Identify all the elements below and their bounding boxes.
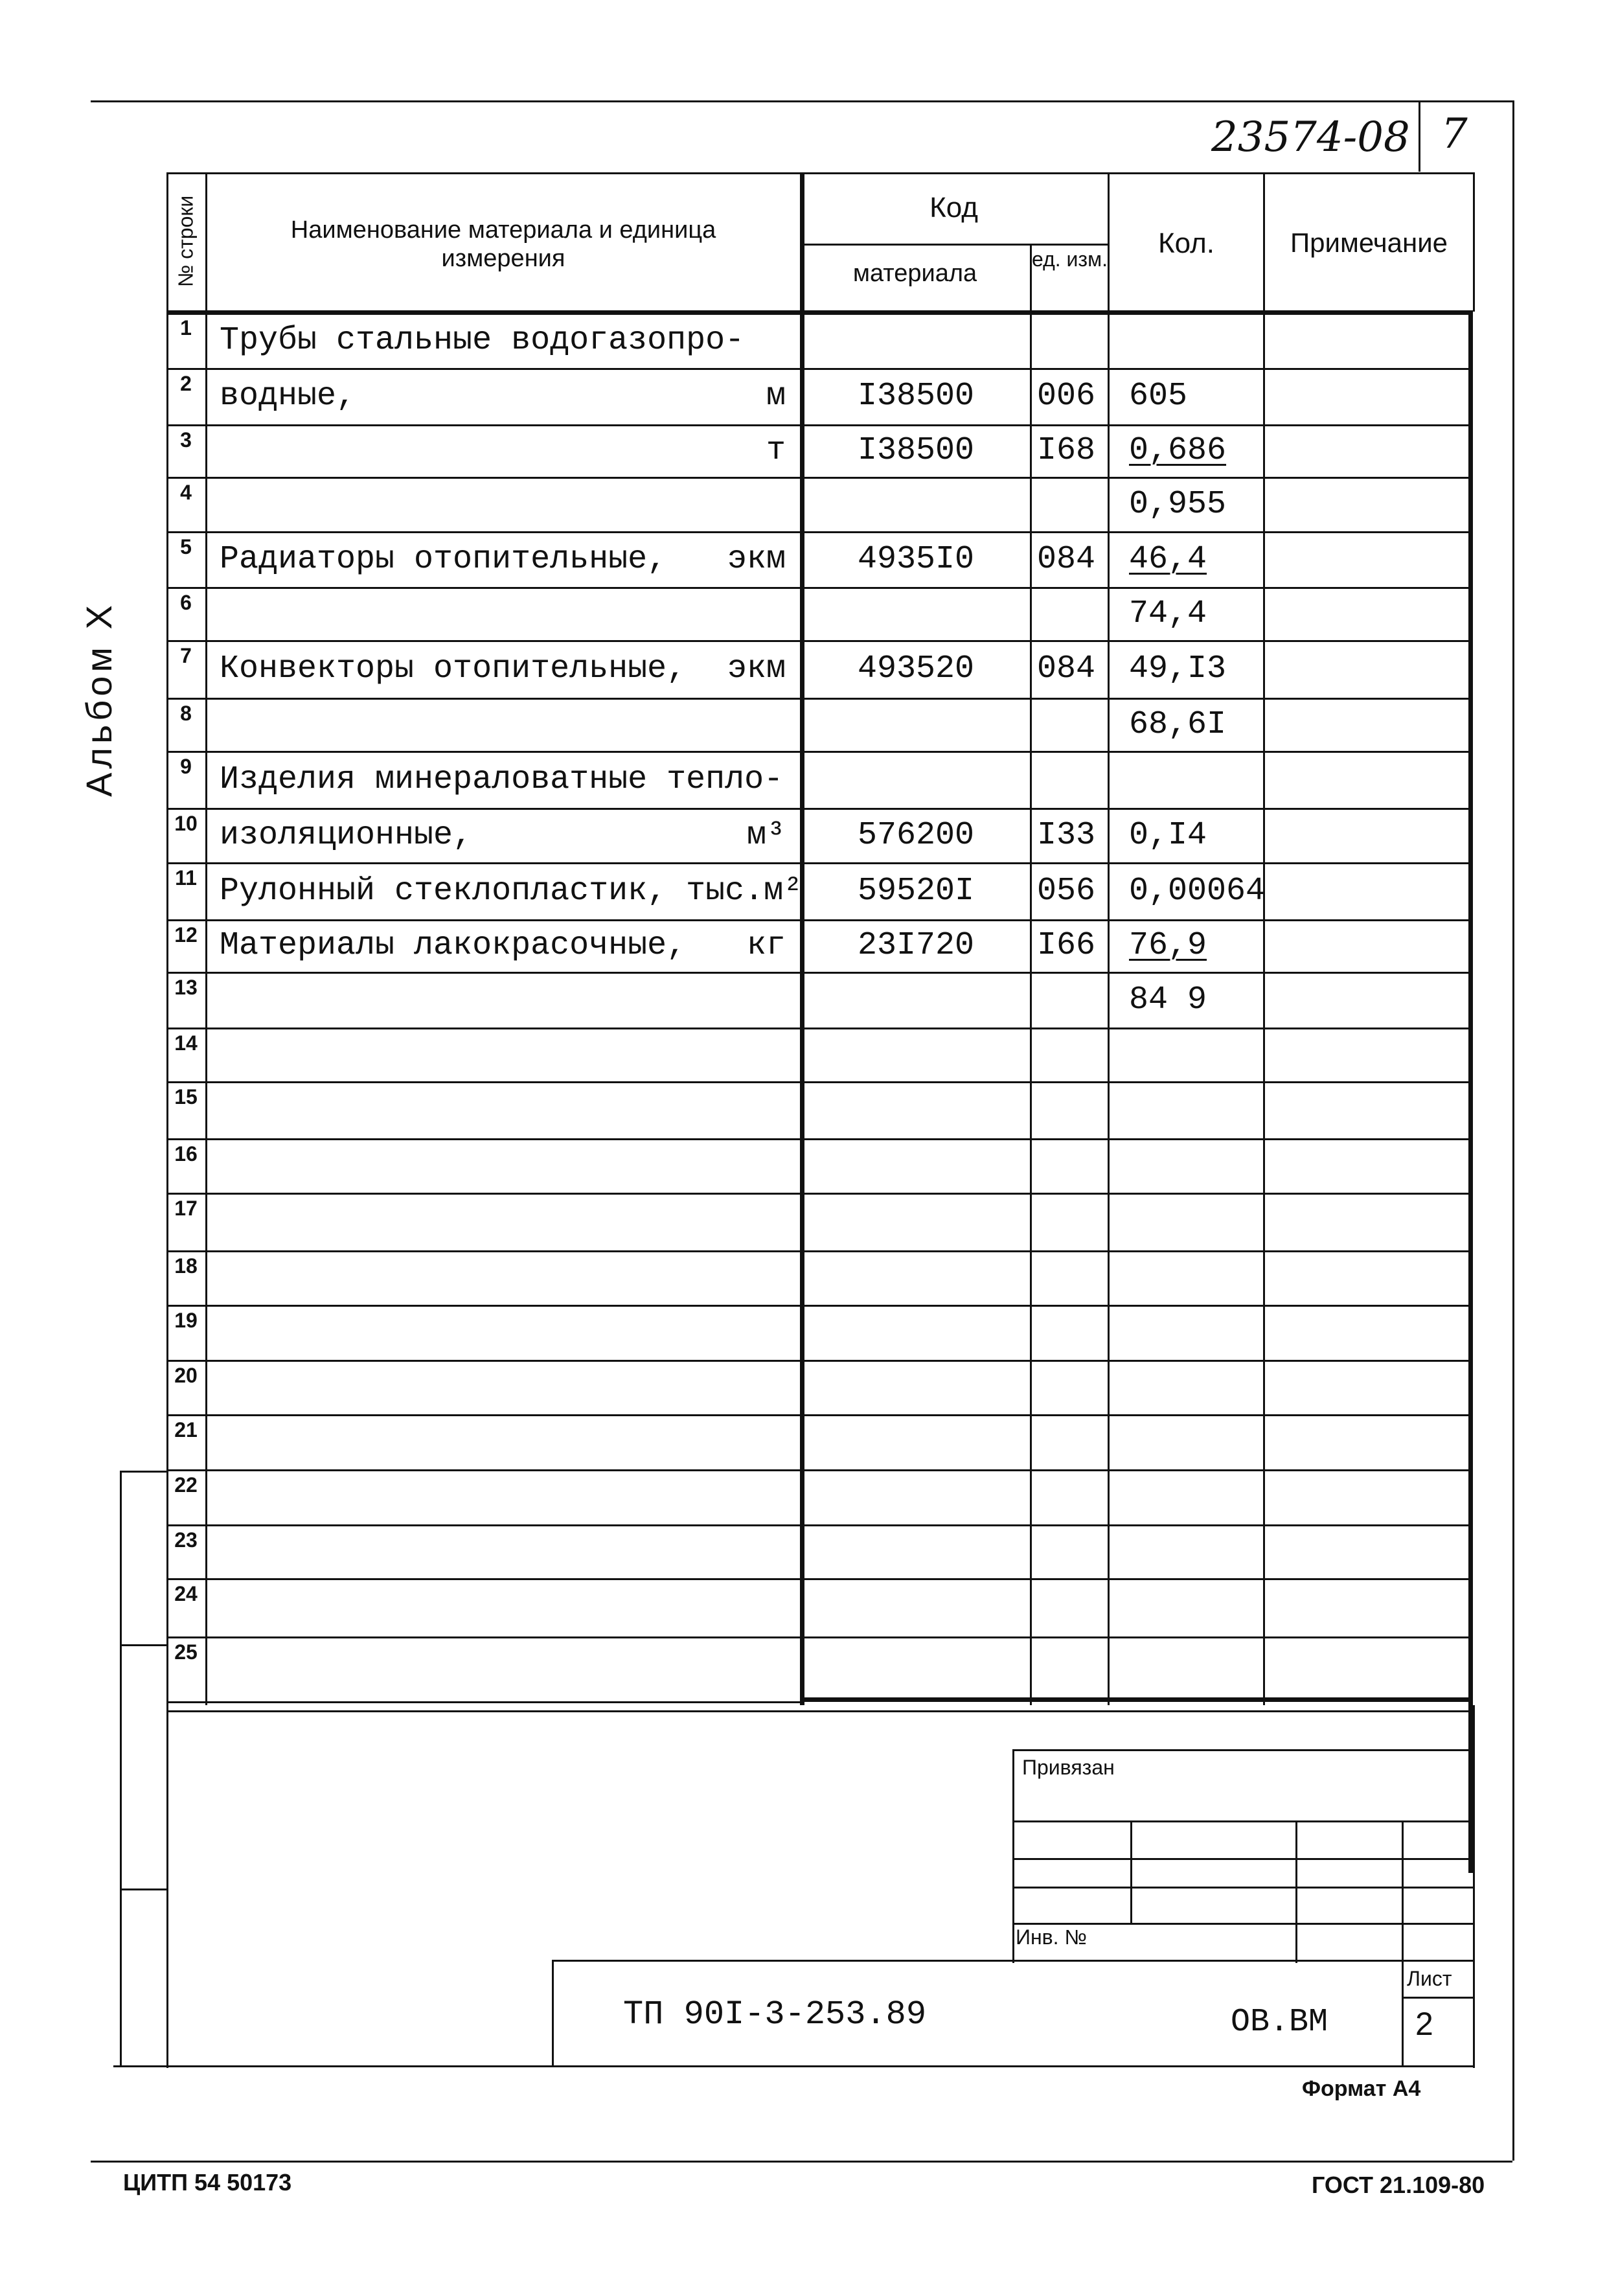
unit-code [1032, 587, 1113, 640]
row-number: 17 [174, 1197, 198, 1220]
privyazan-line4 [1012, 1923, 1473, 1925]
table-row [166, 368, 1473, 424]
footer-left: ЦИТП 54 50173 [123, 2169, 292, 2196]
table-row [166, 587, 1473, 640]
unit-code [1032, 477, 1113, 531]
material-code [802, 1138, 1030, 1193]
header-top [166, 172, 1473, 174]
unit-code [1032, 312, 1113, 368]
note [1265, 1138, 1468, 1193]
note [1265, 424, 1468, 477]
table-row [166, 1081, 1473, 1138]
quantity: 0,686 [1129, 432, 1227, 469]
privyazan-line3 [1012, 1887, 1473, 1888]
privyazan-line1 [1012, 1820, 1473, 1822]
material-code [802, 1524, 1030, 1578]
material-unit [659, 312, 800, 368]
material-unit [659, 1578, 800, 1636]
header-note: Примечание [1290, 227, 1448, 258]
quantity [1110, 1193, 1282, 1250]
note [1265, 751, 1468, 808]
material-code [802, 1469, 1030, 1524]
note [1265, 1193, 1468, 1250]
quantity: 0,00064 [1129, 872, 1266, 910]
note [1265, 1081, 1468, 1138]
privyazan-line2 [1012, 1858, 1473, 1860]
project-code: ТП 90I-3-253.89 [623, 1995, 927, 2034]
binding-strip-mid2 [120, 1888, 168, 1890]
material-code [802, 751, 1030, 808]
row-divider [166, 640, 1473, 642]
title-block-top [552, 1960, 1473, 1962]
material-code: 23I720 [857, 927, 975, 964]
table-row [166, 1027, 1473, 1081]
material-name: Конвекторы отопительные, [220, 650, 687, 687]
unit-code: I66 [1037, 927, 1096, 964]
row-number: 1 [180, 316, 192, 339]
note [1265, 808, 1468, 862]
material-code [802, 1578, 1030, 1636]
title-block-left [552, 1960, 554, 2067]
material-unit [659, 698, 800, 751]
unit-code [1032, 1193, 1113, 1250]
table-bottom-thin [166, 1701, 800, 1703]
note [1265, 1636, 1468, 1697]
row-number: 20 [174, 1364, 198, 1387]
table-row [166, 1138, 1473, 1193]
list-label-line [1402, 1997, 1473, 1999]
row-number: 24 [174, 1582, 198, 1605]
privyazan-col3 [1402, 1820, 1404, 2065]
material-name: Материалы лакокрасочные, [220, 927, 687, 964]
quantity [1110, 1414, 1282, 1469]
unit-code [1032, 1578, 1113, 1636]
material-code [802, 1193, 1030, 1250]
table-row [166, 698, 1473, 751]
row-divider [166, 587, 1473, 589]
table-row [166, 1636, 1473, 1697]
list-number: 2 [1415, 2006, 1433, 2042]
lower-frame-left [166, 1705, 168, 2068]
header-name: Наименование материала и единица измерения [290, 216, 716, 272]
table-row [166, 1524, 1473, 1578]
material-code [802, 698, 1030, 751]
quantity [1110, 751, 1282, 808]
material-code [802, 312, 1030, 368]
page-box-left [1419, 100, 1420, 172]
lower-frame-right [1473, 1705, 1475, 2068]
binding-strip-outer [120, 1471, 122, 2067]
quantity: 49,I3 [1129, 650, 1227, 687]
unit-code: 084 [1037, 650, 1096, 687]
quantity [1110, 1027, 1282, 1081]
note [1265, 1469, 1468, 1524]
material-name [205, 1578, 673, 1636]
note [1265, 312, 1468, 368]
material-unit [659, 1250, 800, 1305]
material-code [802, 477, 1030, 531]
note [1265, 1250, 1468, 1305]
material-name [205, 1524, 673, 1578]
header-code-unit: ед. изм. [1032, 247, 1108, 271]
note [1265, 1360, 1468, 1414]
material-name [205, 1081, 673, 1138]
unit-code [1032, 1636, 1113, 1697]
table-row [166, 751, 1473, 808]
quantity [1110, 1636, 1282, 1697]
header-qty: Кол. [1157, 227, 1215, 259]
row-divider [166, 1414, 1473, 1416]
quantity [1110, 1081, 1282, 1138]
row-number: 3 [180, 428, 192, 452]
material-name [205, 587, 673, 640]
row-divider [166, 1193, 1473, 1195]
material-unit [659, 1636, 800, 1697]
table-row [166, 1469, 1473, 1524]
inv-no-label: Инв. № [1016, 1925, 1087, 1949]
note [1265, 1414, 1468, 1469]
material-name: Радиаторы отопительные, [220, 540, 667, 578]
material-code [802, 1636, 1030, 1697]
row-divider [166, 1578, 1473, 1580]
unit-code [1032, 1524, 1113, 1578]
right-frame [1512, 100, 1514, 2161]
note [1265, 531, 1468, 587]
note [1265, 698, 1468, 751]
material-code [802, 1360, 1030, 1414]
quantity [1110, 1138, 1282, 1193]
material-unit [659, 1524, 800, 1578]
table-row [166, 972, 1473, 1027]
material-name [205, 1414, 673, 1469]
unit-code [1032, 1469, 1113, 1524]
row-number: 23 [174, 1528, 198, 1552]
quantity: 0,I4 [1129, 816, 1207, 854]
material-name [205, 424, 673, 477]
row-number: 8 [180, 702, 192, 725]
quantity [1110, 312, 1282, 368]
material-name [205, 1305, 673, 1360]
lower-frame-bottom [113, 2065, 1475, 2067]
material-unit [659, 477, 800, 531]
table-row [166, 919, 1473, 972]
note [1265, 1578, 1468, 1636]
note [1265, 368, 1468, 424]
note [1265, 862, 1468, 919]
row-number: 16 [174, 1142, 198, 1165]
material-unit [659, 1360, 800, 1414]
row-divider [166, 1524, 1473, 1526]
row-number: 18 [174, 1254, 198, 1278]
privyazan-label: Привязан [1022, 1756, 1115, 1779]
unit-code [1032, 1360, 1113, 1414]
quantity [1110, 1524, 1282, 1578]
row-number: 14 [174, 1031, 198, 1055]
quantity [1110, 1469, 1282, 1524]
quantity [1110, 1360, 1282, 1414]
header-num: № строки [174, 195, 198, 288]
row-divider [166, 972, 1473, 974]
material-name: водные, [220, 378, 356, 415]
note [1265, 477, 1468, 531]
table-row [166, 640, 1473, 698]
quantity: 46,4 [1129, 540, 1207, 578]
unit-code [1032, 698, 1113, 751]
material-name [205, 972, 673, 1027]
quantity: 0,955 [1129, 485, 1227, 523]
row-number: 5 [180, 535, 192, 558]
footer-right: ГОСТ 21.109-80 [1312, 2172, 1485, 2198]
material-name [205, 1027, 673, 1081]
row-divider [166, 751, 1473, 753]
table-row [166, 312, 1473, 368]
row-number: 6 [180, 591, 192, 614]
quantity: 84 9 [1129, 981, 1207, 1018]
material-unit [659, 1414, 800, 1469]
lower-frame-top [166, 1710, 1468, 1712]
table-bottom [800, 1697, 1473, 1702]
row-number: 25 [174, 1640, 198, 1664]
unit-code: I33 [1037, 816, 1096, 854]
unit-code: 056 [1037, 872, 1096, 910]
material-code [802, 1027, 1030, 1081]
frame-right-top [1473, 172, 1475, 312]
unit-code: 084 [1037, 540, 1096, 578]
material-unit: т [766, 432, 786, 469]
quantity [1110, 1578, 1282, 1636]
row-number: 9 [180, 755, 192, 778]
table-row [166, 1414, 1473, 1469]
footer-rule [91, 2161, 1512, 2163]
unit-code [1032, 972, 1113, 1027]
row-number: 21 [174, 1418, 198, 1441]
row-divider [166, 1469, 1473, 1471]
material-name [205, 1193, 673, 1250]
table-row [166, 1193, 1473, 1250]
unit-code [1032, 1414, 1113, 1469]
row-number: 4 [180, 481, 192, 504]
material-code [802, 1414, 1030, 1469]
row-number: 10 [174, 812, 198, 835]
unit-code [1032, 1027, 1113, 1081]
unit-code [1032, 1250, 1113, 1305]
note [1265, 972, 1468, 1027]
material-name: Изделия минераловатные тепло- [220, 761, 784, 798]
material-name [205, 477, 673, 531]
material-unit: м³ [746, 816, 786, 854]
note [1265, 919, 1468, 972]
row-divider [166, 808, 1473, 810]
list-label: Лист [1407, 1967, 1452, 1990]
material-unit [659, 751, 800, 808]
material-code: I38500 [857, 378, 975, 415]
top-rule [91, 100, 1512, 102]
material-code: 493520 [857, 650, 975, 687]
row-number: 11 [175, 866, 197, 890]
header-code: Код [929, 192, 978, 224]
quantity [1110, 1250, 1282, 1305]
material-unit [659, 1081, 800, 1138]
material-unit: кг [746, 927, 786, 964]
format-label: Формат А4 [1302, 2076, 1421, 2101]
page-number: 7 [1441, 110, 1468, 158]
quantity: 74,4 [1129, 595, 1207, 632]
material-name [205, 1469, 673, 1524]
table-row [166, 862, 1473, 919]
row-divider [166, 1027, 1473, 1029]
table-row [166, 1250, 1473, 1305]
table-row [166, 424, 1473, 477]
privyazan-col2 [1295, 1820, 1297, 1963]
note [1265, 1027, 1468, 1081]
table-row [166, 808, 1473, 862]
material-unit [659, 1469, 800, 1524]
material-code: I38500 [857, 432, 975, 469]
unit-code [1032, 1305, 1113, 1360]
row-divider [166, 1305, 1473, 1307]
row-number: 19 [174, 1309, 198, 1332]
row-divider [166, 424, 1473, 426]
unit-code: 006 [1037, 378, 1096, 415]
material-unit [659, 1027, 800, 1081]
table-row [166, 531, 1473, 587]
privyazan-left [1012, 1749, 1014, 1963]
material-name [205, 1636, 673, 1697]
material-unit [659, 1138, 800, 1193]
material-name [205, 1138, 673, 1193]
quantity [1110, 1305, 1282, 1360]
row-divider [166, 862, 1473, 864]
material-name: изоляционные, [220, 816, 473, 854]
material-unit: экм [727, 650, 786, 687]
material-unit [659, 1305, 800, 1360]
row-number: 2 [180, 372, 192, 395]
material-name [205, 698, 673, 751]
materials-table [166, 172, 1473, 1705]
row-number: 15 [174, 1085, 198, 1108]
header-code-material: материала [852, 260, 977, 287]
material-code [802, 587, 1030, 640]
row-divider [166, 698, 1473, 700]
quantity: 76,9 [1129, 927, 1207, 964]
note [1265, 1524, 1468, 1578]
row-divider [166, 919, 1473, 921]
unit-code [1032, 1138, 1113, 1193]
table-row [166, 1360, 1473, 1414]
privyazan-col1 [1130, 1820, 1132, 1924]
material-code: 576200 [857, 816, 975, 854]
code-subheader-line [800, 244, 1108, 246]
note [1265, 640, 1468, 698]
row-number: 12 [174, 923, 198, 947]
row-divider [166, 1250, 1473, 1252]
material-code [802, 1081, 1030, 1138]
quantity: 605 [1129, 378, 1188, 415]
row-divider [166, 1138, 1473, 1140]
row-divider [166, 1636, 1473, 1638]
row-divider [166, 1081, 1473, 1083]
quantity: 68,6I [1129, 706, 1227, 743]
unit-code [1032, 1081, 1113, 1138]
row-divider [166, 1360, 1473, 1362]
table-row [166, 1578, 1473, 1636]
material-name [205, 1360, 673, 1414]
doc-number: 23574-08 [1211, 113, 1410, 161]
row-divider [166, 531, 1473, 533]
row-divider [166, 368, 1473, 370]
material-code: 59520I [857, 872, 975, 910]
material-code [802, 972, 1030, 1027]
material-name [205, 1250, 673, 1305]
privyazan-top [1012, 1749, 1473, 1751]
material-unit: м [766, 378, 786, 415]
material-code: 4935I0 [857, 540, 975, 578]
material-unit [659, 972, 800, 1027]
material-unit [659, 1193, 800, 1250]
material-unit: экм [727, 540, 786, 578]
row-divider [166, 477, 1473, 479]
note [1265, 587, 1468, 640]
unit-code [1032, 751, 1113, 808]
table-row [166, 1305, 1473, 1360]
note [1265, 1305, 1468, 1360]
row-number: 13 [174, 976, 198, 999]
row-number: 7 [180, 644, 192, 667]
material-code [802, 1250, 1030, 1305]
table-row [166, 477, 1473, 531]
material-name: Рулонный стеклопластик, тыс.м² [220, 872, 803, 910]
material-name: Трубы стальные водогазопро- [220, 321, 745, 359]
material-code [802, 1305, 1030, 1360]
binding-strip-mid1 [120, 1644, 168, 1646]
row-number: 22 [174, 1473, 198, 1497]
binding-strip-top [120, 1471, 168, 1473]
album-label: Альбом X [78, 601, 119, 797]
material-unit [659, 587, 800, 640]
unit-code: I68 [1037, 432, 1096, 469]
doc-code: ОВ.ВМ [1231, 2004, 1328, 2041]
material-unit [659, 862, 800, 919]
